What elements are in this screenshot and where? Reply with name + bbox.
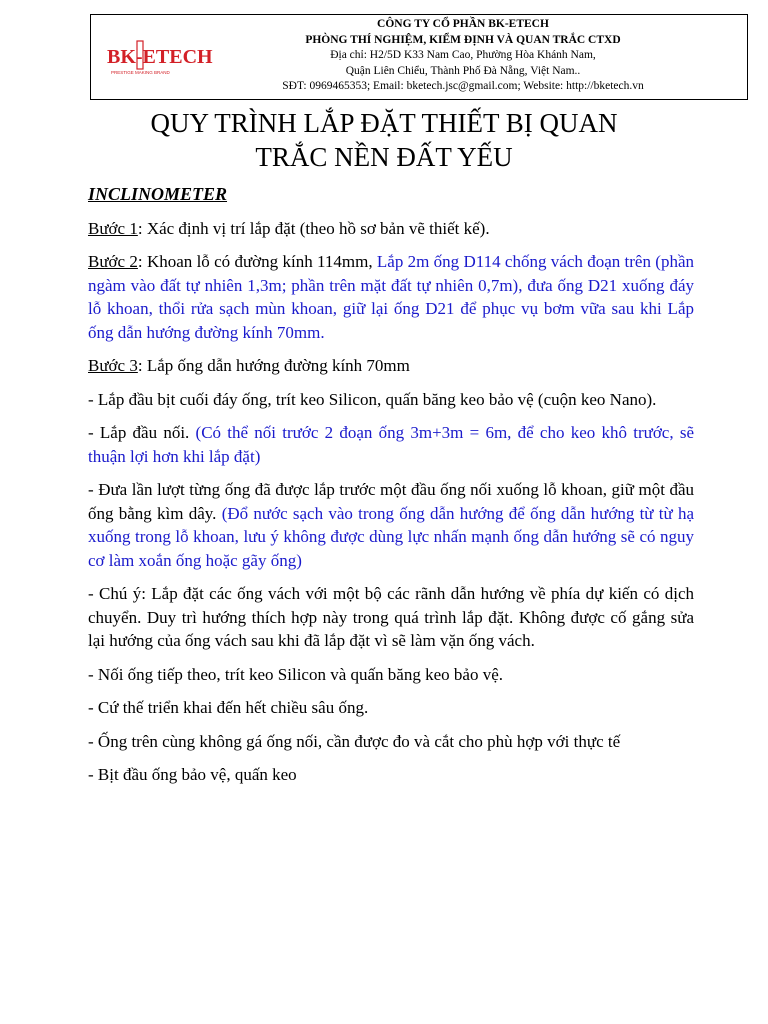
step-3-text: : Lắp ống dẫn hướng đường kính 70mm — [137, 356, 410, 375]
document-title — [60, 106, 708, 174]
list-item: - Chú ý: Lắp đặt các ống vách với một bộ các rãnh dẫn hướng về phía dự kiến có dịch chuyển. Duy trì hướng thích hợp này trong quá trình lắp đặt. Không được cố gắng sửa lại hướng của ống vách sau khi đã lắp đặt vì sẽ làm vặn ống vách. — [88, 584, 694, 650]
step-2 — [88, 250, 694, 344]
list-item: - Bịt đầu ống bảo vệ, quấn keo — [88, 765, 297, 784]
list-item — [88, 421, 694, 468]
item-3-text: - Đưa lần lượt từng ống đã được lắp trước một đầu ống nối xuống lỗ khoan, giữ một đầu ống bằng kìm dây. — [88, 480, 694, 523]
section-heading — [88, 183, 694, 207]
step-3-label: Bước 3 — [88, 356, 138, 375]
company-logo — [107, 37, 213, 77]
step-3 — [88, 354, 694, 378]
letterhead — [90, 14, 748, 100]
step-1 — [88, 217, 694, 241]
address-line-1: Địa chỉ: H2/5D K33 Nam Cao, Phường Hòa Khánh Nam, — [330, 49, 596, 61]
logo-tagline: PRESTIGE MAKING BRAND — [111, 70, 170, 75]
step-2-text: : Khoan lỗ có đường kính 114mm, — [137, 252, 377, 271]
list-item: - Lắp đầu bịt cuối đáy ống, trít keo Silicon, quấn băng keo bảo vệ (cuộn keo Nano). — [88, 389, 657, 409]
contact-info: SĐT: 0969465353; Email: bketech.jsc@gmail.com; Website: http://bketech.vn — [282, 80, 644, 92]
step-2-label: Bước 2 — [88, 252, 138, 271]
list-item — [88, 478, 694, 572]
list-item: - Nối ống tiếp theo, trít keo Silicon và quấn băng keo bảo vệ. — [88, 664, 503, 684]
item-3-blue-text: (Đổ nước sạch vào trong ống dẫn hướng để ống dẫn hướng từ từ hạ xuống trong lỗ khoan, lưu ý không được dùng lực nhấn mạnh ống dẫn hướng sẽ có nguy cơ làm xoắn ống hoặc gãy ống) — [88, 503, 694, 570]
company-name: CÔNG TY CỔ PHẦN BK-ETECH — [377, 18, 549, 30]
document-body — [88, 183, 694, 797]
address-line-2: Quận Liên Chiểu, Thành Phố Đà Nẵng, Việt Nam.. — [345, 64, 581, 77]
section-title: INCLINOMETER — [88, 184, 228, 204]
step-1-label: Bước 1 — [88, 218, 138, 238]
item-2-text: - Lắp đầu nối. — [88, 423, 196, 442]
company-info — [209, 17, 717, 95]
step-1-text: : Xác định vị trí lắp đặt (theo hồ sơ bản vẽ thiết kế). — [137, 218, 490, 238]
title-line-2: TRẮC NỀN ĐẤT YẾU — [255, 142, 513, 172]
list-item: - Cứ thế triển khai đến hết chiều sâu ống. — [88, 698, 369, 717]
item-2-blue-text: (Có thể nối trước 2 đoạn ống 3m+3m = 6m, để cho keo khô trước, sẽ thuận lợi hơn khi lắp đặt) — [88, 423, 694, 466]
department-name: PHÒNG THÍ NGHIỆM, KIỂM ĐỊNH VÀ QUAN TRẮC CTXD — [305, 33, 621, 46]
list-item: - Ống trên cùng không gá ống nối, cần được đo và cắt cho phù hợp với thực tế — [88, 731, 621, 751]
step-2-blue-text: Lắp 2m ống D114 chống vách đoạn trên (phần ngàm vào đất tự nhiên 1,3m; phần trên mặt đất tự nhiên 0,7m), đưa ống D21 xuống đáy lỗ khoan, thổi rửa sạch mùn khoan, giữ lại ống D21 để phục vụ bơm vữa sau khi Lắp ống dẫn hướng đường kính 70mm. — [88, 252, 694, 342]
title-line-1: QUY TRÌNH LẮP ĐẶT THIẾT BỊ QUAN — [150, 108, 618, 138]
logo-text: BK-ETECH — [107, 46, 213, 68]
